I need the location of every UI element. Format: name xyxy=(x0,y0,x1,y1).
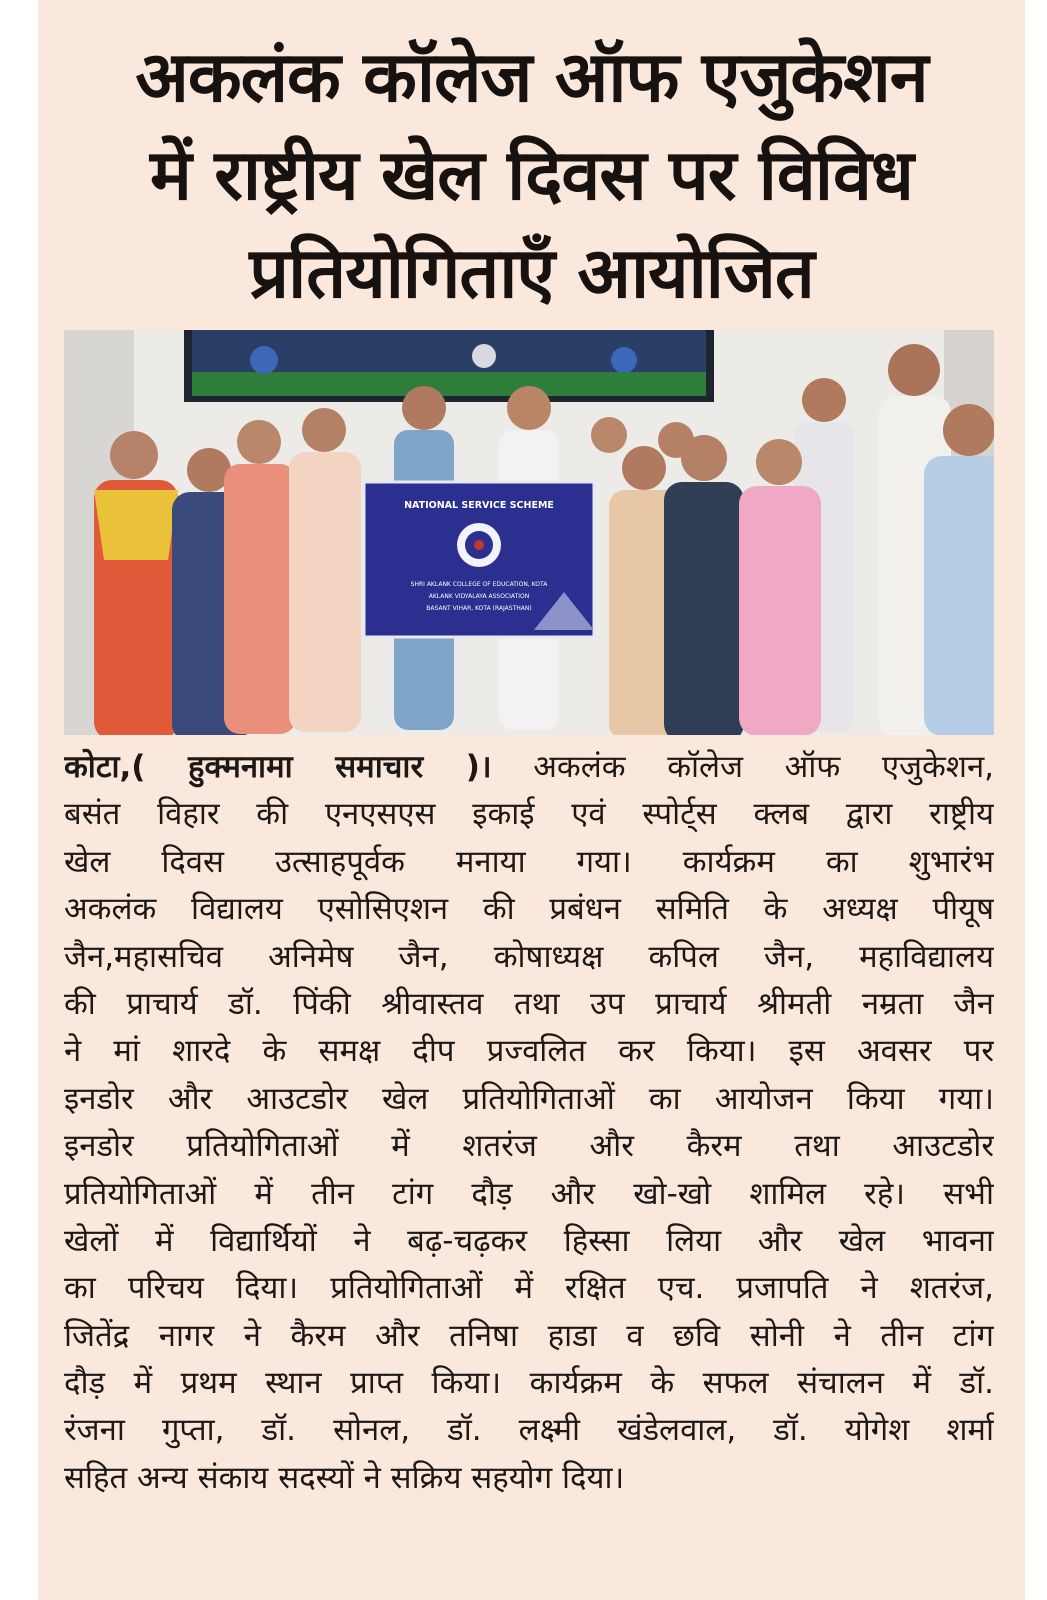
banner-line-1: SHRI AKLANK COLLEGE OF EDUCATION, KOTA xyxy=(410,581,548,588)
group-photo-illustration xyxy=(64,330,994,735)
page-margin-right xyxy=(1025,0,1047,1600)
headline-line-3: प्रतियोगिताएँ आयोजित xyxy=(249,232,814,314)
article-line: की प्राचार्य डॉ. पिंकी श्रीवास्तव तथा उप प्राचार्य श्रीमती नम्रता जैन xyxy=(64,985,994,1022)
article-line: बसंत विहार की एनएसएस इकाई एवं स्पोर्ट्स क्लब द्वारा राष्ट्रीय xyxy=(64,796,994,833)
article-line: प्रतियोगिताओं में तीन टांग दौड़ और खो-खो शामिल रहे। सभी xyxy=(64,1175,994,1212)
article-line: इनडोर प्रतियोगिताओं में शतरंज और कैरम तथा आउटडोर xyxy=(64,1128,994,1165)
article-line: खेलों में विद्यार्थियों ने बढ़-चढ़कर हिस्सा लिया और खेल भावना xyxy=(64,1222,994,1259)
article-line: दौड़ में प्रथम स्थान प्राप्त किया। कार्यक्रम के सफल संचालन में डॉ. xyxy=(64,1365,994,1402)
page-margin-left xyxy=(0,0,38,1600)
banner-line-3: BASANT VIHAR, KOTA (RAJASTHAN) xyxy=(426,605,532,612)
article-line: जैन,महासचिव अनिमेष जैन, कोषाध्यक्ष कपिल जैन, महाविद्यालय xyxy=(64,938,994,975)
banner-line-2: AKLANK VIDYALAYA ASSOCIATION xyxy=(428,593,530,600)
article-line-1 xyxy=(64,744,994,791)
article-body xyxy=(64,744,994,1502)
article-line-1-text: अकलंक कॉलेज ऑफ एजुकेशन, xyxy=(491,749,994,785)
article-line: खेल दिवस उत्साहपूर्वक मनाया गया। कार्यक्रम का शुभारंभ xyxy=(64,843,994,880)
article-line: ने मां शारदे के समक्ष दीप प्रज्वलित कर किया। इस अवसर पर xyxy=(64,1033,994,1070)
article-line: जितेंद्र नागर ने कैरम और तनिषा हाडा व छवि सोनी ने तीन टांग xyxy=(64,1317,994,1354)
headline-line-1: अकलंक कॉलेज ऑफ एजुकेशन xyxy=(135,36,928,118)
article-line: का परिचय दिया। प्रतियोगिताओं में रक्षित एच. प्रजापति ने शतरंज, xyxy=(64,1270,994,1307)
headline-line-2: में राष्ट्रीय खेल दिवस पर विविध xyxy=(150,134,913,216)
wall-tv xyxy=(184,330,714,402)
article-line: सहित अन्य संकाय सदस्यों ने सक्रिय सहयोग दिया। xyxy=(64,1459,625,1496)
article-line: रंजना गुप्ता, डॉ. सोनल, डॉ. लक्ष्मी खंडेलवाल, डॉ. योगेश शर्मा xyxy=(64,1412,994,1449)
headline xyxy=(38,28,1025,322)
nss-banner xyxy=(364,482,594,637)
dateline: कोटा,( हुक्मनामा समाचार )। xyxy=(64,749,492,785)
newspaper-clipping xyxy=(38,0,1025,1600)
article-line: इनडोर और आउटडोर खेल प्रतियोगिताओं का आयोजन किया गया। xyxy=(64,1080,994,1117)
group-photo xyxy=(64,330,994,735)
banner-title: NATIONAL SERVICE SCHEME xyxy=(404,500,554,511)
article-line: अकलंक विद्यालय एसोसिएशन की प्रबंधन समिति के अध्यक्ष पीयूष xyxy=(64,891,994,928)
